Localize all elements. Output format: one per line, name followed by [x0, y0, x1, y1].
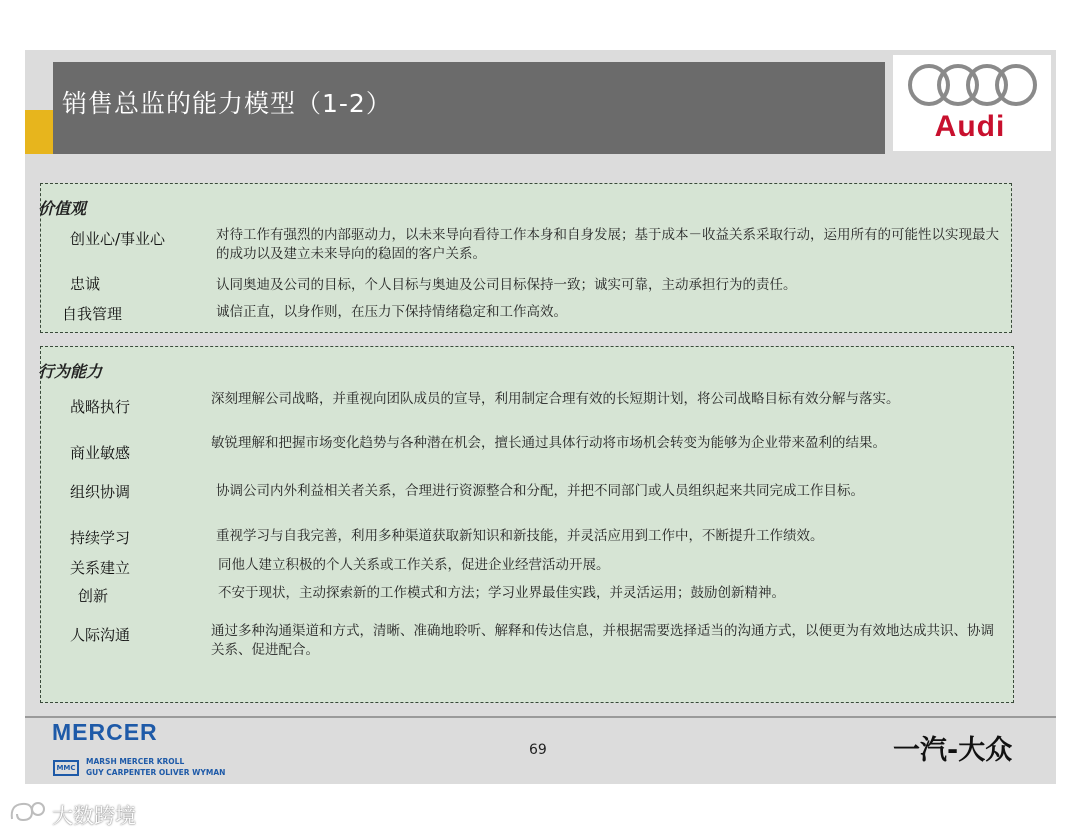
term-loyalty: 忠诚 — [70, 275, 101, 293]
mmc-logo: MMC — [53, 760, 79, 776]
desc-self-management: 诚信正直，以身作则，在压力下保持情绪稳定和工作高效。 — [216, 304, 567, 320]
desc-innovation: 不安于现状，主动探索新的工作模式和方法；学习业界最佳实践，并灵活运用；鼓励创新精神。 — [218, 585, 785, 601]
term-entrepreneurship: 创业心/事业心 — [70, 230, 166, 248]
watermark-text: 大数跨境 — [52, 804, 136, 828]
desc-interpersonal-communication: 通过多种沟通渠道和方式，清晰、准确地聆听、解释和传达信息，并根据需要选择适当的沟通方式，以便更为有效地达成共识、协调关系、促进配合。 — [211, 623, 994, 658]
slide-title: 销售总监的能力模型（1-2） — [62, 89, 392, 118]
page-number: 69 — [529, 742, 547, 758]
term-self-management: 自我管理 — [62, 305, 123, 323]
mmc-companies-line1: MARSH MERCER KROLL — [86, 757, 185, 766]
watermark-icon — [8, 799, 48, 825]
behavior-section-title: 行为能力 — [38, 362, 103, 381]
desc-entrepreneurship: 对待工作有强烈的内部驱动力，以未来导向看待工作本身和自身发展；基于成本－收益关系采取行动，运用所有的可能性以实现最大的成功以及建立未来导向的稳固的客户关系。 — [216, 227, 999, 262]
term-continuous-learning: 持续学习 — [70, 529, 131, 547]
audi-rings-logo — [907, 62, 1039, 108]
term-interpersonal-communication: 人际沟通 — [70, 626, 131, 644]
mmc-companies-line2: GUY CARPENTER OLIVER WYMAN — [86, 768, 226, 777]
desc-relationship-building: 同他人建立积极的个人关系或工作关系，促进企业经营活动开展。 — [218, 557, 610, 573]
yellow-accent-bar — [25, 110, 53, 154]
faw-volkswagen-logo: 一汽-大众 — [893, 735, 1013, 766]
audi-wordmark: Audi — [934, 110, 1006, 143]
desc-business-acumen: 敏锐理解和把握市场变化趋势与各种潜在机会，擅长通过具体行动将市场机会转变为能够为企业带来盈利的结果。 — [211, 435, 886, 451]
term-strategy-execution: 战略执行 — [70, 398, 131, 416]
desc-organization-coordination: 协调公司内外利益相关者关系，合理进行资源整合和分配，并把不同部门或人员组织起来共同完成工作目标。 — [216, 483, 864, 499]
term-organization-coordination: 组织协调 — [70, 483, 131, 501]
values-section-title: 价值观 — [38, 199, 87, 218]
desc-loyalty: 认同奥迪及公司的目标，个人目标与奥迪及公司目标保持一致；诚实可靠，主动承担行为的责任。 — [216, 277, 797, 293]
term-innovation: 创新 — [78, 587, 109, 605]
term-relationship-building: 关系建立 — [70, 559, 131, 577]
term-business-acumen: 商业敏感 — [70, 444, 131, 462]
footer-divider — [25, 716, 1056, 718]
desc-continuous-learning: 重视学习与自我完善，利用多种渠道获取新知识和新技能，并灵活应用到工作中，不断提升工作绩效。 — [216, 528, 824, 544]
mercer-logo: MERCER — [52, 719, 158, 745]
desc-strategy-execution: 深刻理解公司战略，并重视向团队成员的宣导，利用制定合理有效的长短期计划，将公司战略目标有效分解与落实。 — [211, 391, 900, 407]
